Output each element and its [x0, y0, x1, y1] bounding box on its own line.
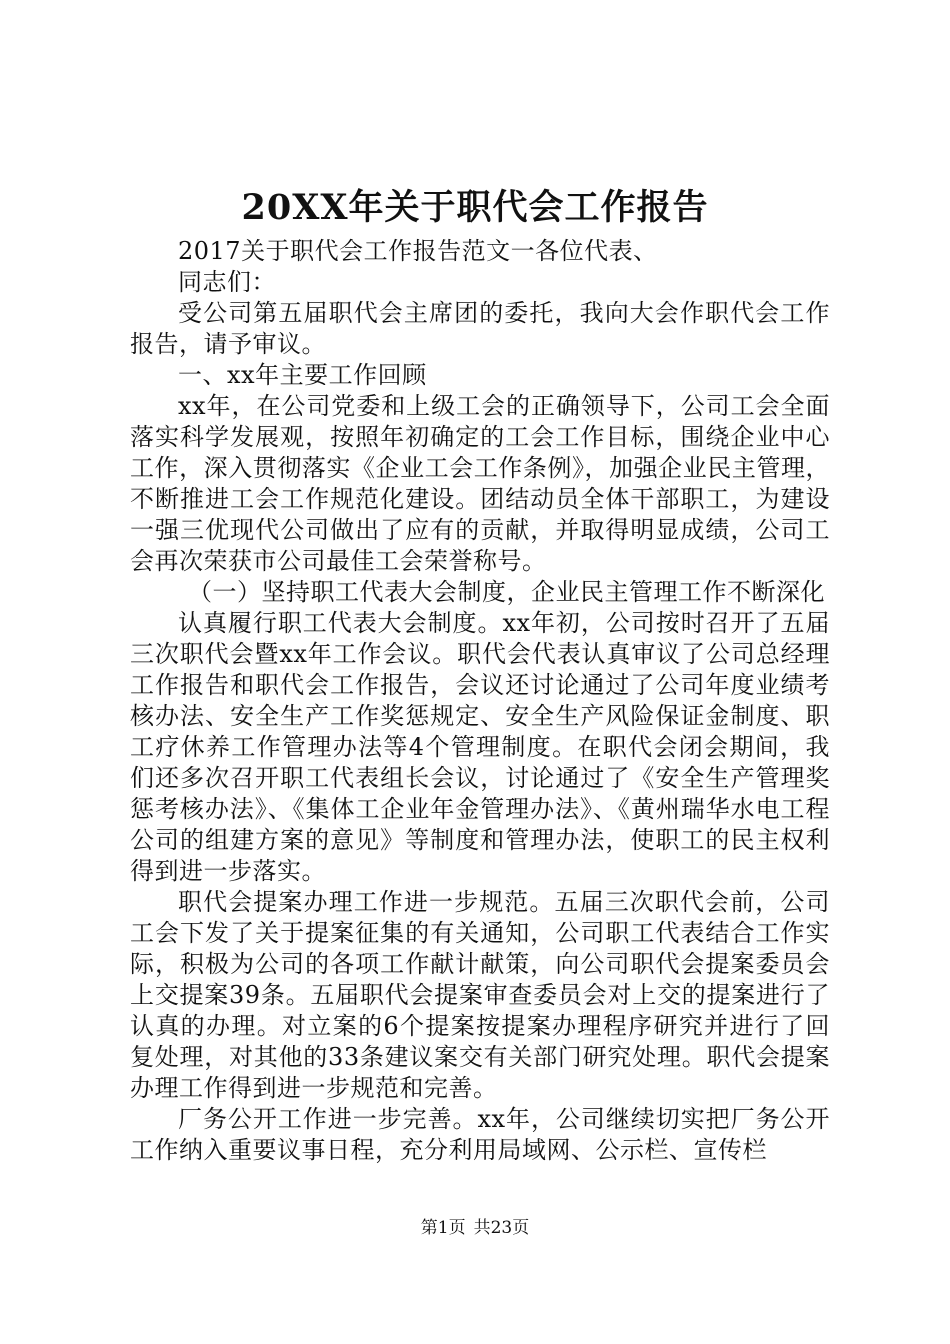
- page-footer: [0, 1216, 950, 1240]
- paragraph-proposals: 职代会提案办理工作进一步规范。五届三次职代会前，公司工会下发了关于提案征集的有关通知，公司职工代表结合工作实际，积极为公司的各项工作献计献策，向公司职代会提案委员会上交提案39条。五届职代会提案审查委员会对上交的提案进行了认真的办理。对立案的6个提案按提案办理程序研究并进行了回复处理，对其他的33条建议案交有关部门研究处理。职代会提案办理工作得到进一步规范和完善。: [130, 888, 830, 1102]
- document-body: [130, 236, 830, 1166]
- paragraph-congress-system: 认真履行职工代表大会制度。xx年初，公司按时召开了五届三次职代会暨xx年工作会议。职代会代表认真审议了公司总经理工作报告和职代会工作报告，会议还讨论通过了公司年度业绩考核办法、安全生产工作奖惩规定、安全生产风险保证金制度、职工疗休养工作管理办法等4个管理制度。在职代会闭会期间，我们还多次召开职工代表组长会议，讨论通过了《安全生产管理奖惩考核办法》、《集体工企业年金管理办法》、《黄州瑞华水电工程公司的组建方案的意见》等制度和管理办法，使职工的民主权利得到进一步落实。: [130, 609, 830, 885]
- section-heading: 一、xx年主要工作回顾: [178, 361, 427, 389]
- paragraph-salutation: 同志们：: [178, 268, 276, 296]
- paragraph-opening: 2017关于职代会工作报告范文一各位代表、: [178, 237, 658, 265]
- paragraph-openness: 厂务公开工作进一步完善。xx年，公司继续切实把厂务公开工作纳入重要议事日程，充分利用局域网、公示栏、宣传栏: [130, 1105, 830, 1164]
- paragraph-review: xx年，在公司党委和上级工会的正确领导下，公司工会全面落实科学发展观，按照年初确定的工会工作目标，围绕企业中心工作，深入贯彻落实《企业工会工作条例》，加强企业民主管理，不断推进工会工作规范化建设。团结动员全体干部职工，为建设一强三优现代公司做出了应有的贡献，并取得明显成绩，公司工会再次荣获市公司最佳工会荣誉称号。: [130, 392, 830, 575]
- subsection-heading: （一）坚持职工代表大会制度，企业民主管理工作不断深化: [188, 578, 825, 606]
- document-title: 20XX年关于职代会工作报告: [241, 187, 709, 228]
- paragraph-intro: 受公司第五届职代会主席团的委托，我向大会作职代会工作报告，请予审议。: [130, 299, 830, 358]
- page-total: 共23页: [473, 1218, 530, 1238]
- page-number: 第1页: [420, 1218, 466, 1238]
